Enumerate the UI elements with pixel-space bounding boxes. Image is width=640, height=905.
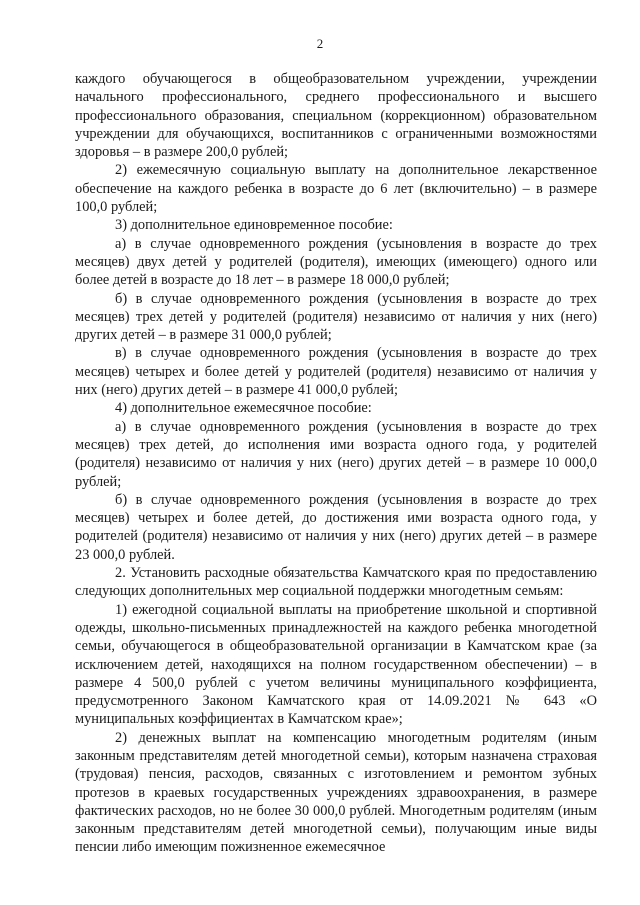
paragraph-item-3v: в) в случае одновременного рождения (усыновления в возрасте до трех месяцев) четырех и более детей у родителей (родителя) независимо от наличия у них (него) других детей – в размере 41 000,0 рублей; [75, 345, 597, 399]
paragraph-section-2: 2. Установить расходные обязательства Камчатского края по предоставлению следующих дополнительных мер социальной поддержки многодетным семьям: [75, 565, 597, 600]
paragraph-continuation: каждого обучающегося в общеобразовательном учреждении, учреждении начального профессионального, среднего профессионального и высшего профессионального образования, специальном (коррекционном) образовательном учреждении для обучающихся, воспитанников с ограниченными возможностями здоровья – в размере 200,0 рублей; [75, 71, 597, 161]
paragraph-section-2-item-2: 2) денежных выплат на компенсацию многодетным родителям (иным законным представителям детей многодетной семьи), которым назначена страховая (трудовая) пенсия, расходов, связанных с изготовлением и ремонтом зубных протезов в краевых государственных учреждениях здравоохранения, в размере фактических расходов, но не более 30 000,0 рублей. Многодетным родителям (иным законным представителям детей многодетной семьи), получающим иные виды пенсии либо имеющим пожизненное ежемесячное [75, 729, 597, 856]
paragraph-item-2: 2) ежемесячную социальную выплату на дополнительное лекарственное обеспечение на каждого ребенка в возрасте до 6 лет (включительно) – в размере 100,0 рублей; [75, 162, 597, 216]
paragraph-item-4a: а) в случае одновременного рождения (усыновления в возрасте до трех месяцев) трех детей, до исполнения ими возраста одного года, у родителей (родителя) независимо от наличия у них (него) других детей – в размере 10 000,0 рублей; [75, 418, 597, 490]
document-body [75, 70, 597, 857]
paragraph-section-2-item-1: 1) ежегодной социальной выплаты на приобретение школьной и спортивной одежды, школьно-письменных принадлежностей на каждого ребенка многодетной семьи, обучающегося в общеобразовательной организации в Камчатском крае (за исключением детей, находящихся на полном государственном обеспечении) – в размере 4 500,0 рублей с учетом величины муниципального коэффициента, предусмотренного Законом Камчатского края от 14.09.2021 № 643 «О муниципальных коэффициентах в Камчатском крае»; [75, 601, 597, 728]
paragraph-item-3b: б) в случае одновременного рождения (усыновления в возрасте до трех месяцев) трех детей у родителей (родителя) независимо от наличия у них (него) других детей – в размере 31 000,0 рублей; [75, 290, 597, 344]
paragraph-item-4b: б) в случае одновременного рождения (усыновления в возрасте до трех месяцев) четырех и более детей, до достижения ими возраста одного года, у родителей (родителя) независимо от наличия у них (него) других детей – в размере 23 000,0 рублей. [75, 491, 597, 563]
paragraph-item-3: 3) дополнительное единовременное пособие: [115, 217, 393, 234]
paragraph-item-3a: а) в случае одновременного рождения (усыновления в возрасте до трех месяцев) двух детей у родителей (родителя), имеющих (имеющего) одного или более детей в возрасте до 18 лет – в размере 18 000,0 рублей; [75, 235, 597, 289]
paragraph-item-4: 4) дополнительное ежемесячное пособие: [115, 400, 372, 417]
page-number: 2 [316, 36, 324, 51]
